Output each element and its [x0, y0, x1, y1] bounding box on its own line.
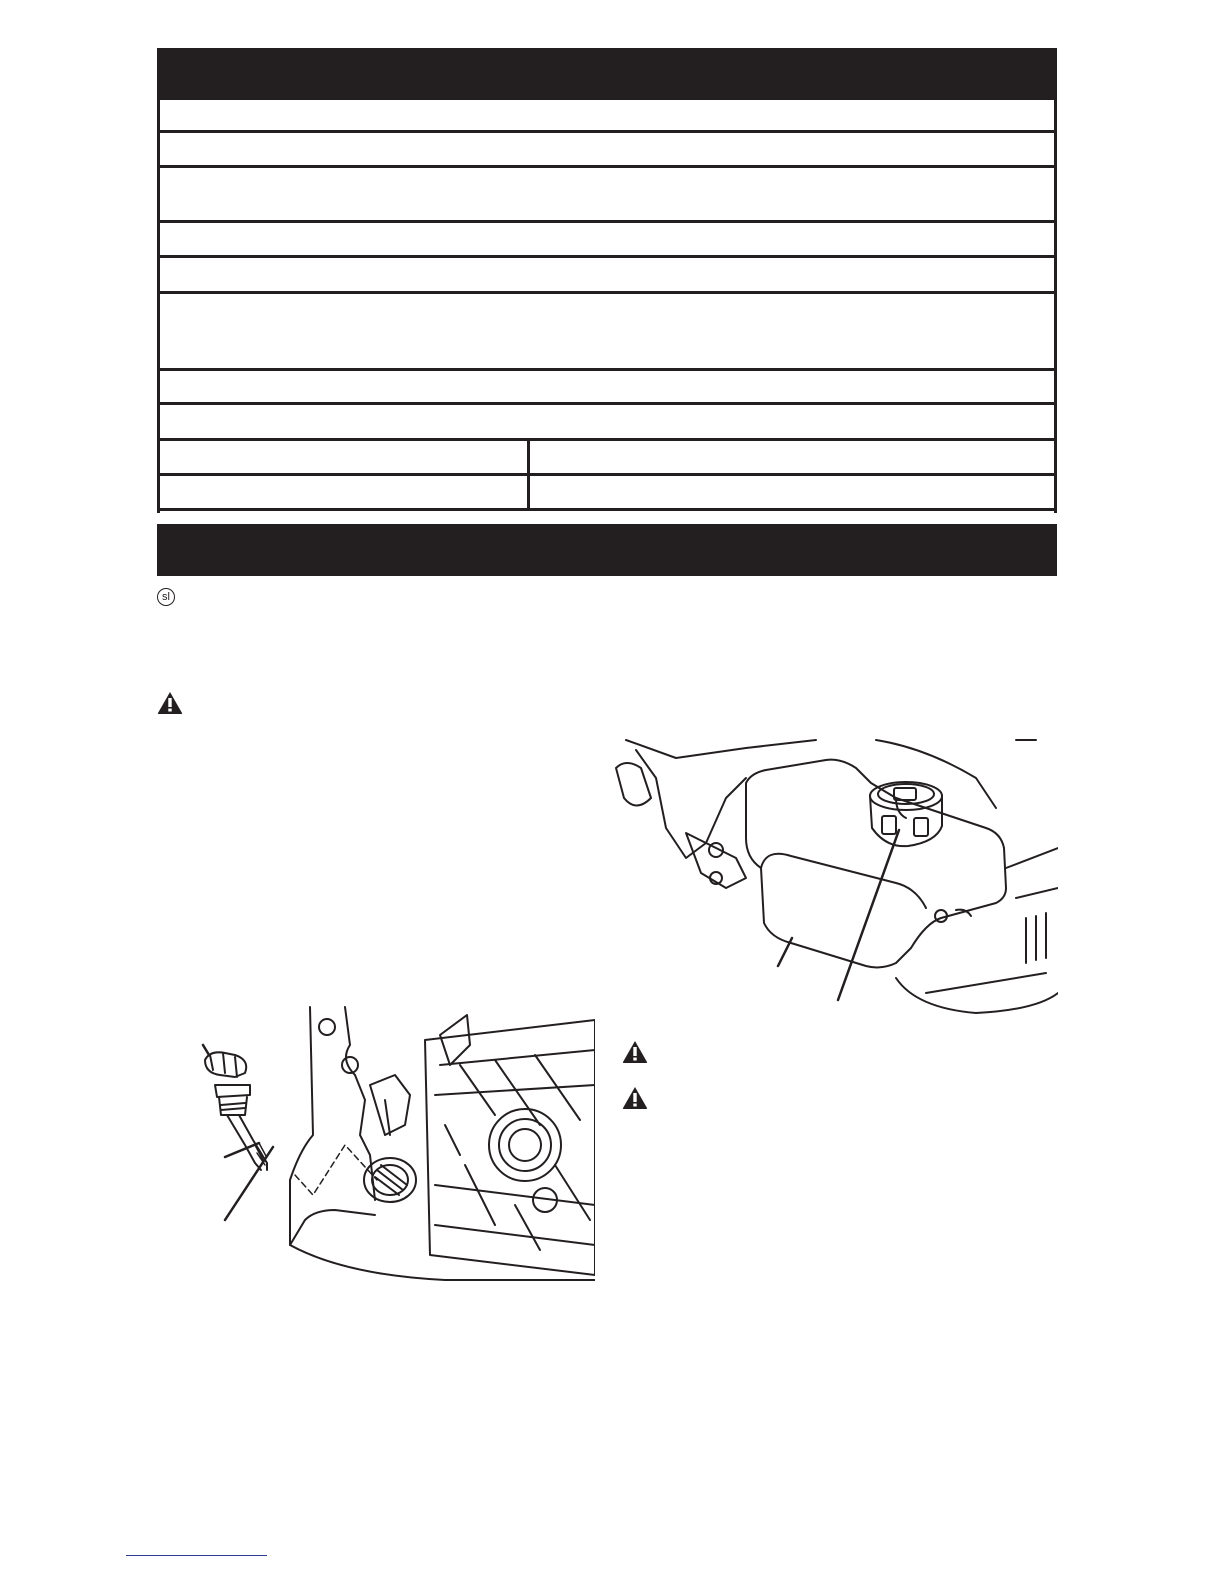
warning-icon — [622, 1086, 648, 1110]
table-row-divider — [160, 291, 1054, 294]
table-row-divider — [160, 368, 1054, 371]
section-header-bar — [157, 524, 1057, 576]
language-badge: sl — [157, 588, 175, 606]
table-row-divider — [160, 130, 1054, 133]
table-row-divider — [160, 255, 1054, 258]
table-row-divider — [160, 508, 1054, 511]
dipstick-illustration — [195, 1005, 595, 1285]
table-column-divider — [527, 438, 530, 510]
table-row-divider — [160, 438, 1054, 441]
footer-rule — [126, 1555, 267, 1556]
table-row-divider — [160, 220, 1054, 223]
table-row-divider — [160, 402, 1054, 405]
warning-icon — [622, 1040, 648, 1064]
table-row-divider — [160, 473, 1054, 476]
warning-icon — [157, 691, 183, 715]
spec-table — [157, 98, 1057, 513]
table-row-divider — [160, 165, 1054, 168]
spec-table-header — [157, 48, 1057, 100]
fuel-tank-illustration — [596, 738, 1058, 1028]
